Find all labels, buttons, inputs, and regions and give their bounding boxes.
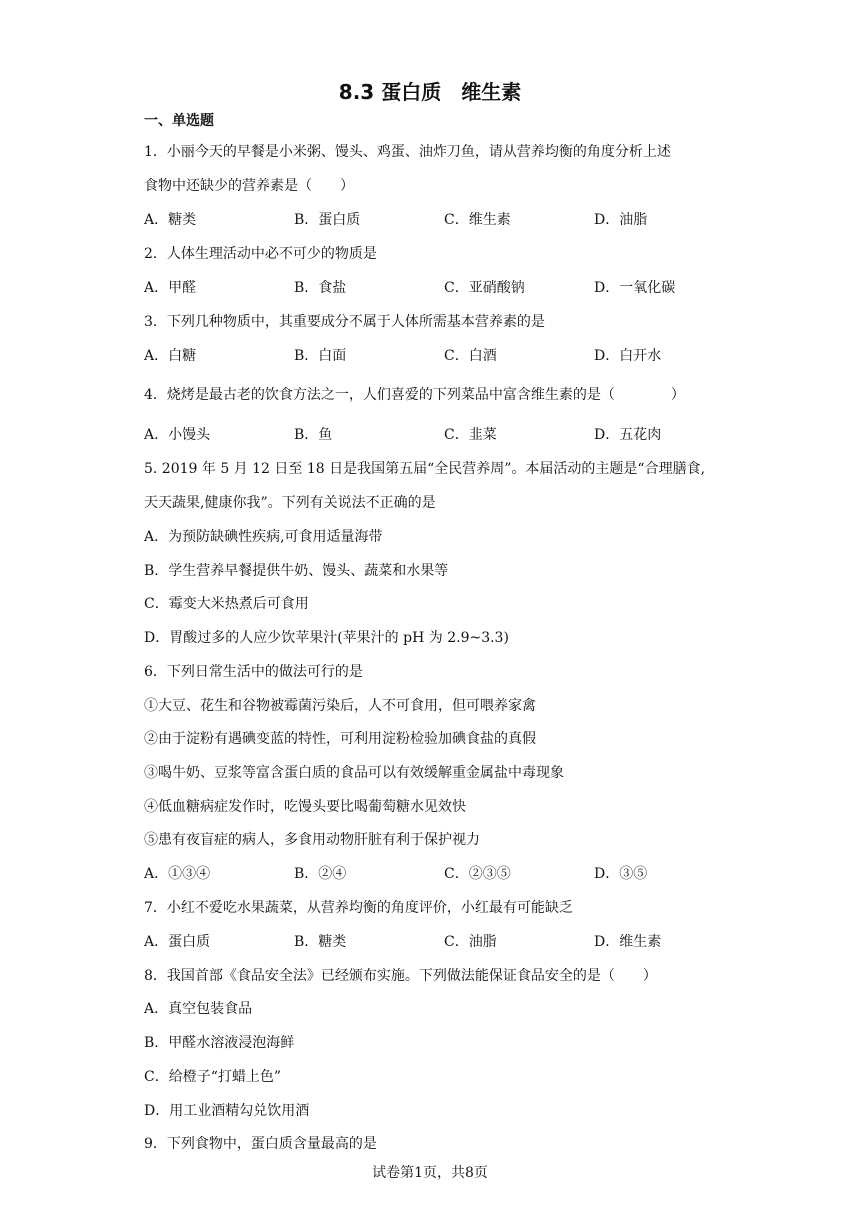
question-2-option-c: C．亚硝酸钠 xyxy=(444,280,525,296)
question-6-option-a: A．①③④ xyxy=(144,866,211,882)
question-1-stem-line-2: 食物中还缺少的营养素是（ ） xyxy=(144,178,354,194)
question-4-stem: 4．烧烤是最古老的饮食方法之一，人们喜爱的下列菜品中富含维生素的是（ ） xyxy=(144,387,685,403)
question-7-option-a: A．蛋白质 xyxy=(144,934,211,950)
question-6-option-c: C．②③⑤ xyxy=(444,866,511,882)
question-6-option-d: D．③⑤ xyxy=(594,866,648,882)
question-8-option-d: D．用工业酒精勾兑饮用酒 xyxy=(144,1103,310,1119)
page-footer: 试卷第1页，共8页 xyxy=(372,1165,488,1181)
question-4-option-a: A．小馒头 xyxy=(144,427,211,443)
question-3-option-c: C．白酒 xyxy=(444,348,497,364)
question-5-stem-line-1: 5. 2019 年 5 月 12 日至 18 日是我国第五届“全民营养周”。本届活动的主题是“合理膳食, xyxy=(144,461,706,477)
question-7-option-d: D．维生素 xyxy=(594,934,662,950)
question-1-option-d: D．油脂 xyxy=(594,212,648,228)
question-6-stem: 6．下列日常生活中的做法可行的是 xyxy=(144,664,363,680)
question-1-stem-line-1: 1．小丽今天的早餐是小米粥、馒头、鸡蛋、油炸刀鱼，请从营养均衡的角度分析上述 xyxy=(144,144,671,160)
question-9-stem: 9．下列食物中，蛋白质含量最高的是 xyxy=(144,1136,377,1152)
question-6-item-3: ③喝牛奶、豆浆等富含蛋白质的食品可以有效缓解重金属盐中毒现象 xyxy=(144,765,564,781)
question-5-option-c: C．霉变大米热煮后可食用 xyxy=(144,596,309,612)
section-heading: 一、单选题 xyxy=(144,113,214,129)
question-6-item-4: ④低血糖病症发作时，吃馒头要比喝葡萄糖水见效快 xyxy=(144,799,466,815)
question-5-option-d: D．胃酸过多的人应少饮苹果汁(苹果汁的 pH 为 2.9~3.3) xyxy=(144,630,509,646)
question-2-option-a: A．甲醛 xyxy=(144,280,197,296)
question-5-option-a: A．为预防缺碘性疾病,可食用适量海带 xyxy=(144,529,383,545)
question-4-option-b: B．鱼 xyxy=(294,427,333,443)
question-3-option-a: A．白糖 xyxy=(144,348,197,364)
question-2-option-d: D．一氧化碳 xyxy=(594,280,676,296)
question-6-item-2: ②由于淀粉有遇碘变蓝的特性，可利用淀粉检验加碘食盐的真假 xyxy=(144,731,536,747)
question-2-option-b: B．食盐 xyxy=(294,280,347,296)
question-3-stem: 3．下列几种物质中，其重要成分不属于人体所需基本营养素的是 xyxy=(144,314,545,330)
page-title: 8.3 蛋白质 维生素 xyxy=(338,80,522,104)
question-7-stem: 7．小红不爱吃水果蔬菜，从营养均衡的角度评价，小红最有可能缺乏 xyxy=(144,900,573,916)
question-4-option-c: C．韭菜 xyxy=(444,427,497,443)
question-5-stem-line-2: 天天蔬果,健康你我”。下列有关说法不正确的是 xyxy=(144,495,436,511)
question-5-option-b: B．学生营养早餐提供牛奶、馒头、蔬菜和水果等 xyxy=(144,563,449,579)
question-8-stem: 8．我国首部《食品安全法》已经颁布实施。下列做法能保证食品安全的是（ ） xyxy=(144,968,657,984)
question-3-option-b: B．白面 xyxy=(294,348,347,364)
question-6-item-1: ①大豆、花生和谷物被霉菌污染后，人不可食用，但可喂养家禽 xyxy=(144,698,536,714)
question-8-option-a: A．真空包装食品 xyxy=(144,1001,253,1017)
question-1-option-b: B．蛋白质 xyxy=(294,212,361,228)
question-7-option-c: C．油脂 xyxy=(444,934,497,950)
question-8-option-b: B．甲醛水溶液浸泡海鲜 xyxy=(144,1035,295,1051)
question-1-option-c: C．维生素 xyxy=(444,212,511,228)
question-4-option-d: D．五花肉 xyxy=(594,427,662,443)
question-6-item-5: ⑤患有夜盲症的病人，多食用动物肝脏有利于保护视力 xyxy=(144,832,480,848)
question-3-option-d: D．白开水 xyxy=(594,348,662,364)
question-6-option-b: B．②④ xyxy=(294,866,347,882)
question-7-option-b: B．糖类 xyxy=(294,934,347,950)
question-1-option-a: A．糖类 xyxy=(144,212,197,228)
question-2-stem: 2．人体生理活动中必不可少的物质是 xyxy=(144,246,377,262)
question-8-option-c: C．给橙子“打蜡上色” xyxy=(144,1069,282,1085)
